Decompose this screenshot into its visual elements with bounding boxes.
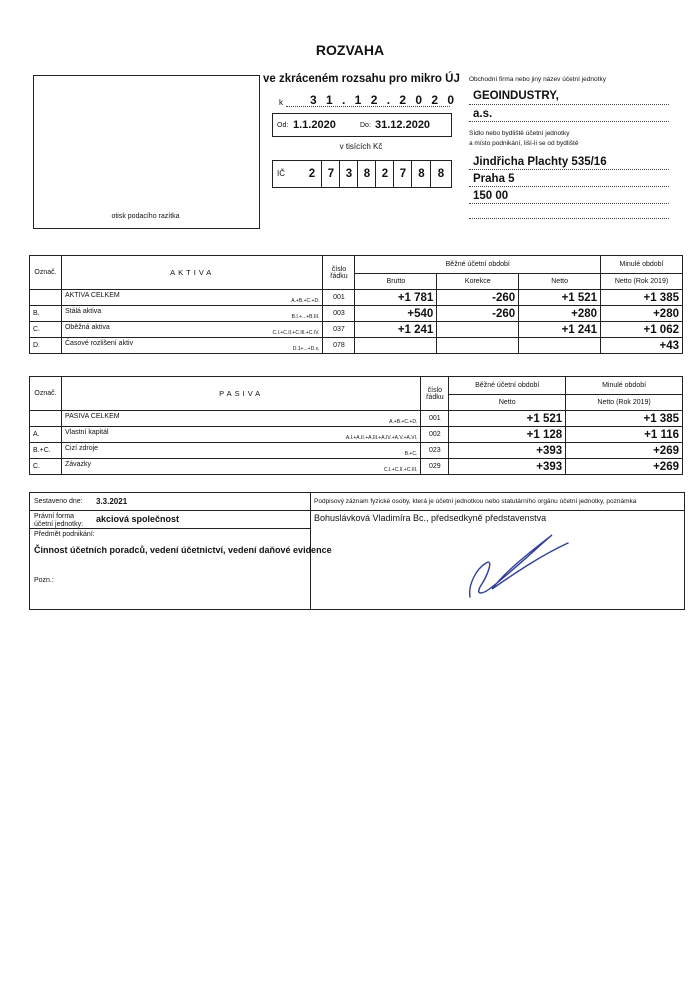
row-prev: +1 385 <box>566 411 683 427</box>
table-row <box>30 338 683 354</box>
row-prev: +269 <box>566 443 683 459</box>
row-name: Závazky <box>64 460 92 468</box>
col-netto: Netto <box>519 274 601 290</box>
entity-street: Jindřicha Plachty 535/16 <box>473 156 607 168</box>
row-code: A.I.+A.II.+A.III.+A.IV.+A.V.+A.VI. <box>345 434 418 441</box>
row-name: PASIVA CELKEM <box>64 412 120 420</box>
row-oznac: A. <box>30 427 62 443</box>
legal-form: akciová společnost <box>96 514 180 524</box>
handwritten-signature <box>430 525 580 605</box>
entity-city: Praha 5 <box>473 173 515 185</box>
period-from: 1.1.2020 <box>293 119 336 131</box>
date-prefix: k <box>279 98 283 107</box>
footer-hline <box>30 528 310 529</box>
ic-digit: 3 <box>339 161 358 187</box>
table-row <box>30 459 683 475</box>
stamp-label: otisk podacího razítka <box>111 213 180 220</box>
row-prev: +1 385 <box>601 290 683 306</box>
footer-hline <box>310 510 684 511</box>
compiled-date: 3.3.2021 <box>96 497 128 506</box>
aktiva-table <box>29 255 683 354</box>
row-name-cell <box>61 290 322 306</box>
row-radek: 002 <box>421 427 449 443</box>
entity-line <box>469 104 669 105</box>
ic-digit: 8 <box>411 161 431 187</box>
row-name-cell <box>61 338 322 354</box>
ic-digit: 8 <box>430 161 451 187</box>
row-name: Stálá aktiva <box>64 307 102 315</box>
row-name: Časové rozlišení aktiv <box>64 339 134 347</box>
footer-box <box>29 492 685 610</box>
row-prev: +43 <box>601 338 683 354</box>
note-label: Pozn.: <box>34 577 54 584</box>
row-brutto: +1 241 <box>355 322 437 338</box>
row-netto: +1 521 <box>519 290 601 306</box>
row-name: AKTIVA CELKEM <box>64 291 120 299</box>
subject-label: Předmět podnikání: <box>34 531 95 538</box>
ic-digit: 2 <box>308 168 316 180</box>
row-radek: 023 <box>421 443 449 459</box>
entity-zip: 150 00 <box>473 190 509 202</box>
row-name: Vlastní kapitál <box>64 428 109 436</box>
table-row <box>30 443 683 459</box>
row-oznac <box>30 290 62 306</box>
row-radek: 029 <box>421 459 449 475</box>
entity-line <box>469 203 669 204</box>
row-name-cell <box>61 411 420 427</box>
col-oznac: Označ. <box>30 377 62 411</box>
table-row <box>30 427 683 443</box>
col-prev-netto: Netto (Rok 2019) <box>566 395 683 411</box>
row-oznac: B. <box>30 306 62 322</box>
col-prev-period: Minulé období <box>566 377 683 395</box>
row-code: A.+B.+C.+D. <box>291 297 320 304</box>
signature-label: Podpisový záznam fyzické osoby, která je účetní jednotkou nebo statutárního orgánu účetní jednotky, poznámka <box>314 498 637 505</box>
compiled-label: Sestaveno dne: <box>34 498 83 505</box>
col-aktiva: AKTIVA <box>61 256 322 290</box>
row-name-cell <box>61 427 420 443</box>
row-netto: +393 <box>449 443 566 459</box>
row-netto: +393 <box>449 459 566 475</box>
col-brutto: Brutto <box>355 274 437 290</box>
row-korekce: -260 <box>437 306 519 322</box>
row-prev: +1 062 <box>601 322 683 338</box>
seat-label-2: a místo podnikání, liší-li se od bydliště <box>469 140 579 147</box>
row-code: B.I.+...+B.III. <box>291 313 320 320</box>
col-radek: číslo řádku <box>421 377 449 411</box>
table-row <box>30 290 683 306</box>
col-current-period: Běžné účetní období <box>355 256 601 274</box>
row-code: C.I.+C.II.+C.III. <box>384 466 418 473</box>
row-prev: +269 <box>566 459 683 475</box>
ic-digit: 8 <box>357 161 376 187</box>
row-oznac <box>30 411 62 427</box>
entity-line <box>469 186 669 187</box>
ic-label: IČ <box>277 169 285 178</box>
entity-line <box>469 121 669 122</box>
row-korekce <box>437 338 519 354</box>
row-radek: 001 <box>421 411 449 427</box>
row-code: C.I.+C.II.+C.III.+C.IV. <box>272 329 320 336</box>
document-title: ROZVAHA <box>315 42 385 58</box>
col-netto: Netto <box>449 395 566 411</box>
table-row <box>30 411 683 427</box>
ic-digit: 7 <box>321 161 340 187</box>
row-prev: +280 <box>601 306 683 322</box>
legal-form-label-2: účetní jednotky: <box>34 521 84 528</box>
row-radek: 078 <box>323 338 355 354</box>
row-brutto: +540 <box>355 306 437 322</box>
col-pasiva: PASIVA <box>61 377 420 411</box>
entity-line <box>469 218 669 219</box>
row-name-cell <box>61 322 322 338</box>
period-to: 31.12.2020 <box>375 119 431 131</box>
balance-date: 3 1 . 1 2 . 2 0 2 0 <box>310 93 458 107</box>
ic-digit: 7 <box>393 161 412 187</box>
row-radek: 003 <box>323 306 355 322</box>
ic-digit: 2 <box>375 161 394 187</box>
ic-box <box>272 160 452 188</box>
row-oznac: C. <box>30 459 62 475</box>
row-netto: +1 241 <box>519 322 601 338</box>
row-radek: 001 <box>323 290 355 306</box>
signatory: Bohuslávková Vladimíra Bc., předsedkyně představenstva <box>314 513 547 523</box>
row-netto: +280 <box>519 306 601 322</box>
row-name-cell <box>61 443 420 459</box>
table-row <box>30 322 683 338</box>
col-current-period: Běžné účetní období <box>449 377 566 395</box>
entity-name-line2: a.s. <box>473 108 493 120</box>
col-prev-period: Minulé období <box>601 256 683 274</box>
period-from-label: Od: <box>277 122 289 129</box>
entity-line <box>469 169 669 170</box>
row-name-cell <box>61 459 420 475</box>
row-name: Oběžná aktiva <box>64 323 110 331</box>
col-prev-netto: Netto (Rok 2019) <box>601 274 683 290</box>
col-radek: číslo řádku <box>323 256 355 290</box>
col-oznac: Označ. <box>30 256 62 290</box>
document-subtitle: ve zkráceném rozsahu pro mikro ÚJ <box>263 73 460 85</box>
row-name: Cizí zdroje <box>64 444 99 452</box>
row-oznac: C. <box>30 322 62 338</box>
stamp-box <box>33 75 260 229</box>
row-brutto: +1 781 <box>355 290 437 306</box>
table-row <box>30 306 683 322</box>
row-name-cell <box>61 306 322 322</box>
col-korekce: Korekce <box>437 274 519 290</box>
row-code: B.+C. <box>404 450 418 457</box>
row-code: A.+B.+C.+D. <box>389 418 418 425</box>
row-netto <box>519 338 601 354</box>
period-to-label: Do: <box>360 122 371 129</box>
row-brutto <box>355 338 437 354</box>
footer-hline <box>30 510 310 511</box>
pasiva-table <box>29 376 683 475</box>
currency-label: v tisících Kč <box>339 142 383 151</box>
row-oznac: D. <box>30 338 62 354</box>
row-korekce: -260 <box>437 290 519 306</box>
row-korekce <box>437 322 519 338</box>
row-radek: 037 <box>323 322 355 338</box>
legal-form-label-1: Právní forma <box>34 513 75 520</box>
row-prev: +1 116 <box>566 427 683 443</box>
period-box <box>272 113 452 137</box>
entity-name-line1: GEOINDUSTRY, <box>473 90 559 102</box>
seat-label-1: Sídlo nebo bydliště účetní jednotky <box>469 130 570 137</box>
entity-name-label: Obchodní firma nebo jiný název účetní jednotky <box>469 76 606 83</box>
row-netto: +1 521 <box>449 411 566 427</box>
row-netto: +1 128 <box>449 427 566 443</box>
subject: Činnost účetních poradců, vedení účetnictví, vedení daňové evidence <box>34 545 332 555</box>
row-code: D.1+...+D.x. <box>292 345 320 352</box>
row-oznac: B.+C. <box>30 443 62 459</box>
